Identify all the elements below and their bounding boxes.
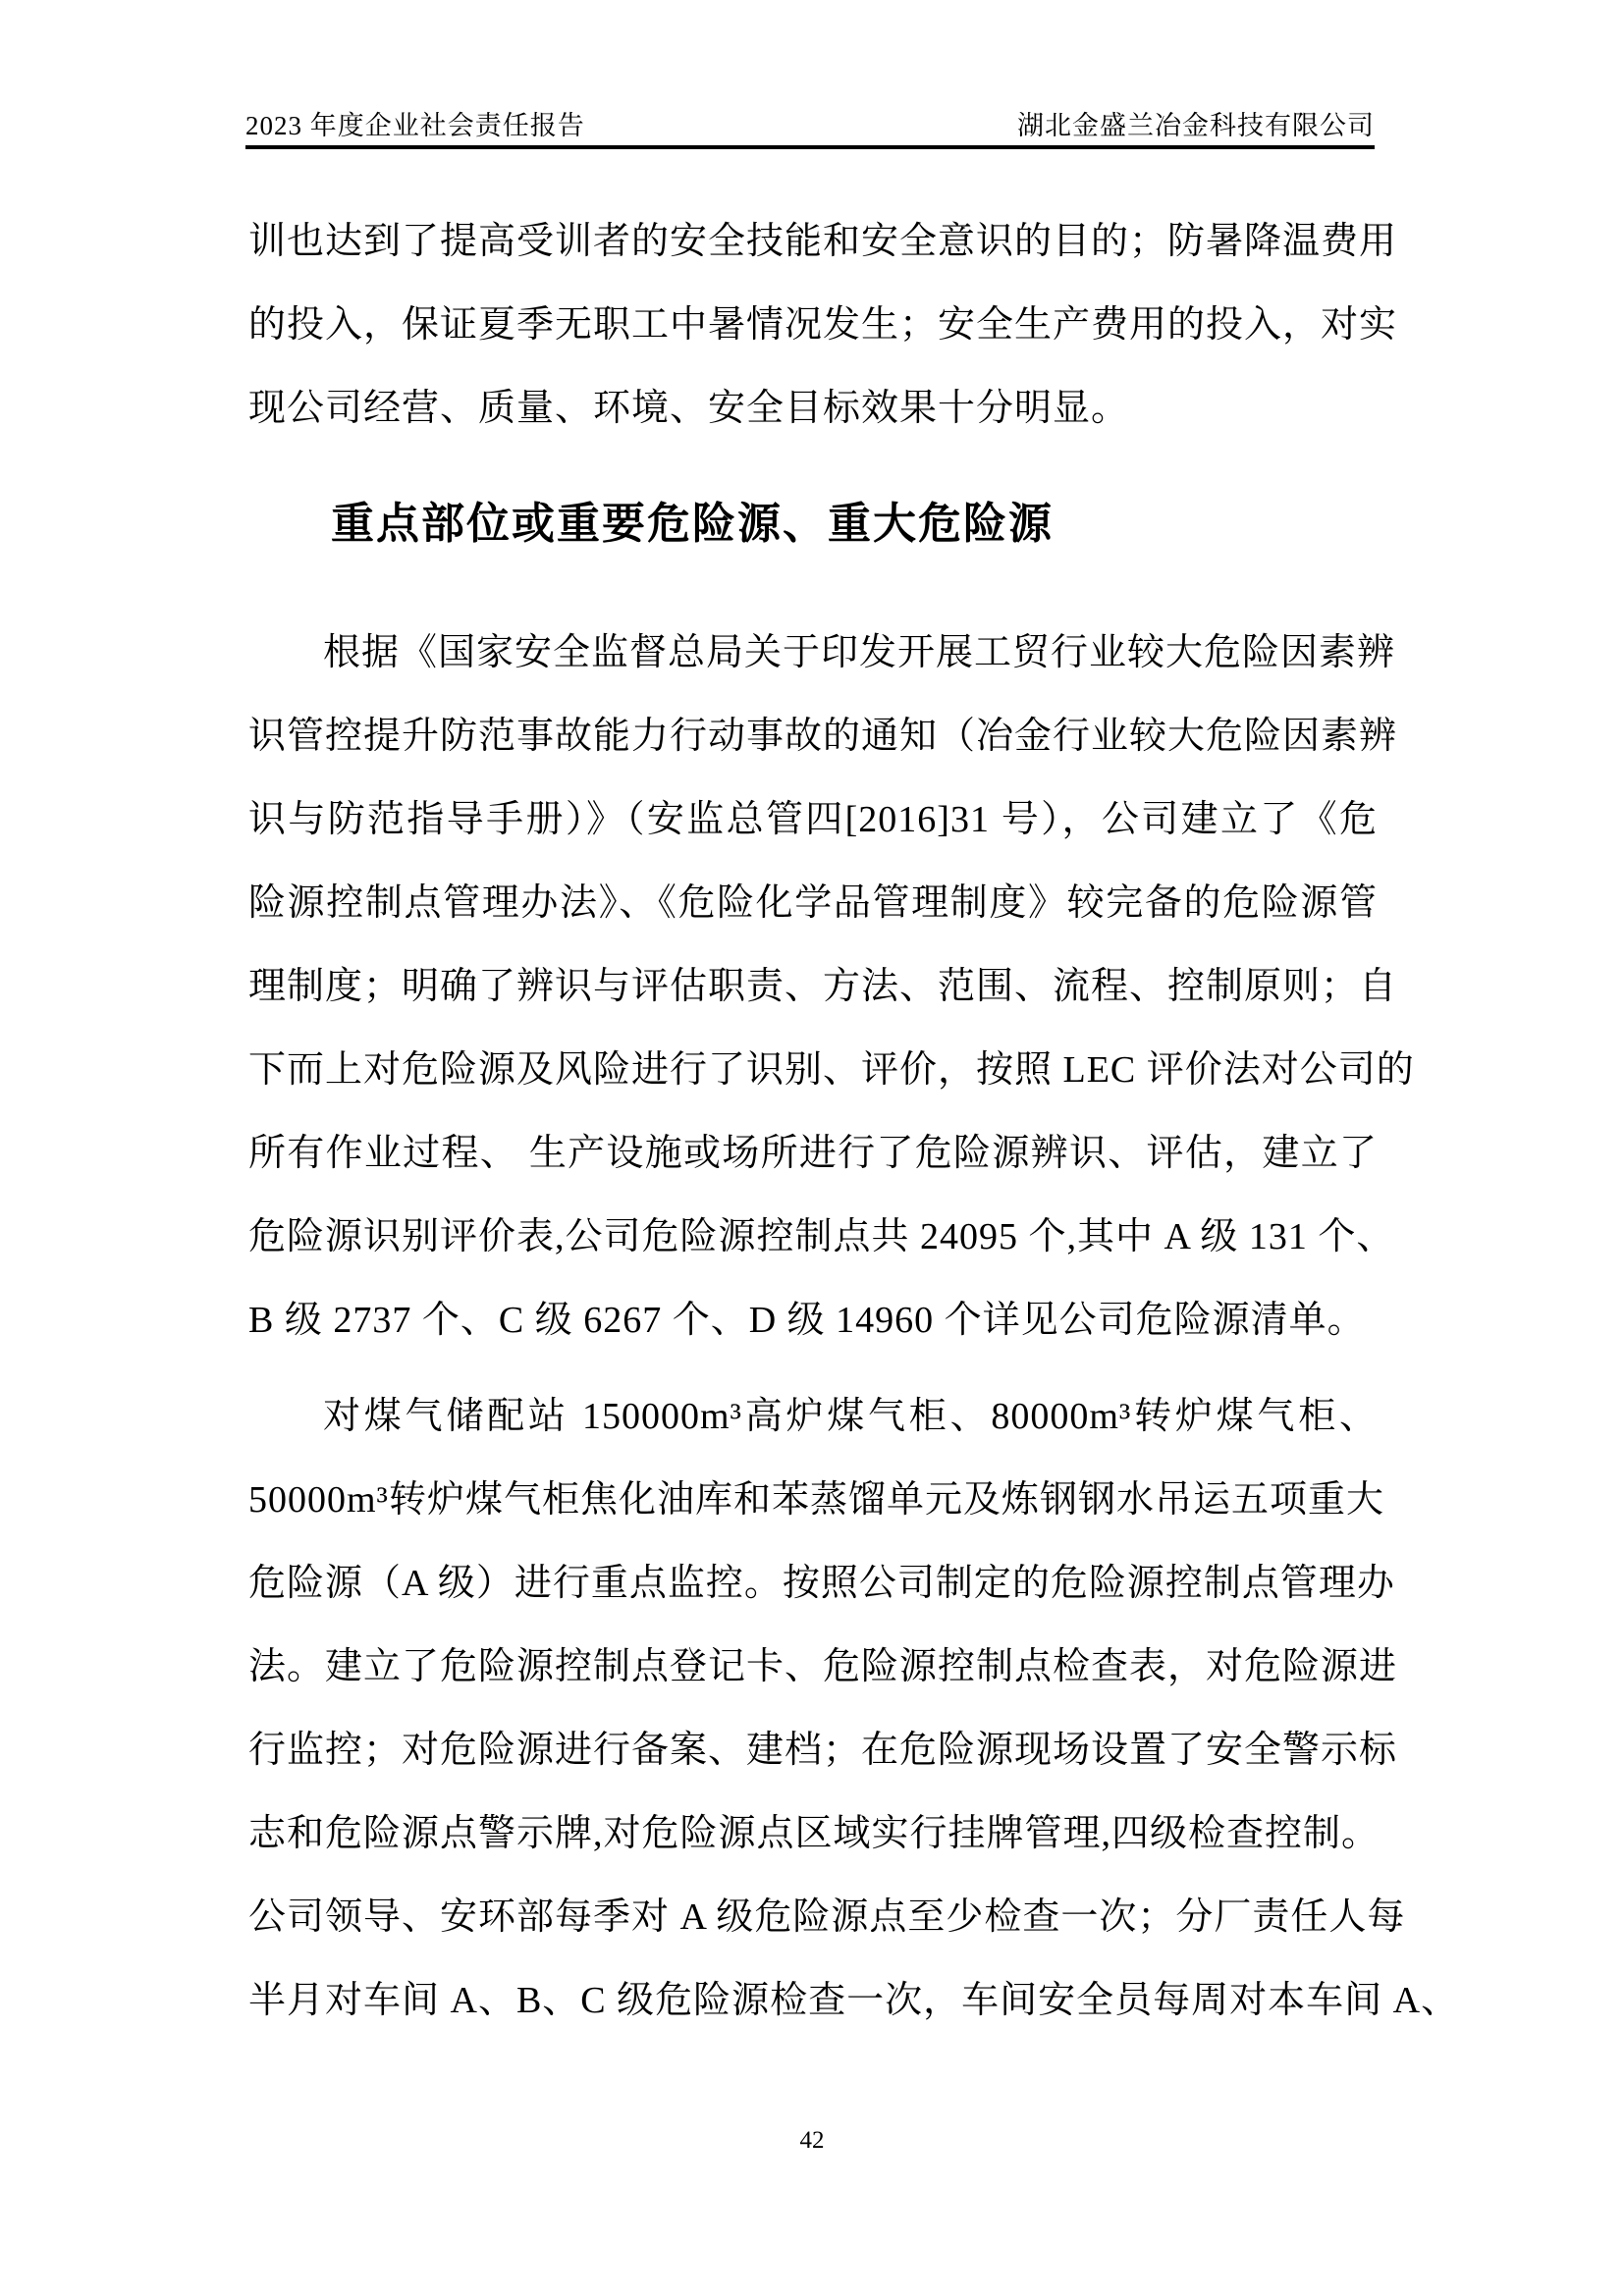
text-line: 危险源识别评价表,公司危险源控制点共 24095 个,其中 A 级 131 个、 <box>248 1216 1395 1257</box>
paragraph-2 <box>248 612 1415 1362</box>
text-line: 志和危险源点警示牌,对危险源点区域实行挂牌管理,四级检查控制。 <box>248 1813 1380 1854</box>
text-line: 所有作业过程、 生产设施或场所进行了危险源辨识、评估，建立了 <box>248 1133 1378 1174</box>
paragraph-3 <box>248 1375 1460 2043</box>
page-header <box>245 110 1375 149</box>
text-line: 险源控制点管理办法》、《危险化学品管理制度》较完备的危险源管 <box>248 882 1378 924</box>
page-number: 42 <box>799 2127 825 2154</box>
text-line: 根据《国家安全监督总局关于印发开展工贸行业较大危险因素辨 <box>323 632 1396 673</box>
text-line: 识与防范指导手册）》（安监总管四[2016]31 号），公司建立了《危 <box>248 799 1378 840</box>
header-report-title: 2023 年度企业社会责任报告 <box>245 111 585 140</box>
paragraph-1 <box>248 200 1398 451</box>
text-line: 理制度；明确了辨识与评估职责、方法、范围、流程、控制原则；自 <box>248 966 1398 1007</box>
text-line: 50000m³转炉煤气柜焦化油库和苯蒸馏单元及炼钢钢水吊运五项重大 <box>248 1479 1384 1521</box>
text-line: 行监控；对危险源进行备案、建档；在危险源现场设置了安全警示标 <box>248 1730 1398 1771</box>
text-line: 法。建立了危险源控制点登记卡、危险源控制点检查表，对危险源进 <box>248 1646 1398 1687</box>
text-line: 的投入，保证夏季无职工中暑情况发生；安全生产费用的投入，对实 <box>248 304 1398 346</box>
text-line: 识管控提升防范事故能力行动事故的通知（冶金行业较大危险因素辨 <box>248 716 1398 757</box>
text-line: 危险源（A 级）进行重点监控。按照公司制定的危险源控制点管理办 <box>248 1563 1395 1604</box>
section-heading: 重点部位或重要危险源、重大危险源 <box>331 500 1054 548</box>
text-line: 下而上对危险源及风险进行了识别、评价，按照 LEC 评价法对公司的 <box>248 1049 1415 1091</box>
header-company-name: 湖北金盛兰冶金科技有限公司 <box>1017 111 1375 140</box>
text-line: 现公司经营、质量、环境、安全目标效果十分明显。 <box>248 388 1130 429</box>
text-line: 对煤气储配站 150000m³高炉煤气柜、80000m³转炉煤气柜、 <box>323 1396 1378 1437</box>
text-line: 公司领导、安环部每季对 A 级危险源点至少检查一次；分厂责任人每 <box>248 1896 1406 1938</box>
text-line: 半月对车间 A、B、C 级危险源检查一次，车间安全员每周对本车间 A、 <box>248 1980 1460 2021</box>
text-line: 训也达到了提高受训者的安全技能和安全意识的目的；防暑降温费用 <box>248 221 1398 262</box>
text-line: B 级 2737 个、C 级 6267 个、D 级 14960 个详见公司危险源清单。 <box>248 1300 1366 1341</box>
